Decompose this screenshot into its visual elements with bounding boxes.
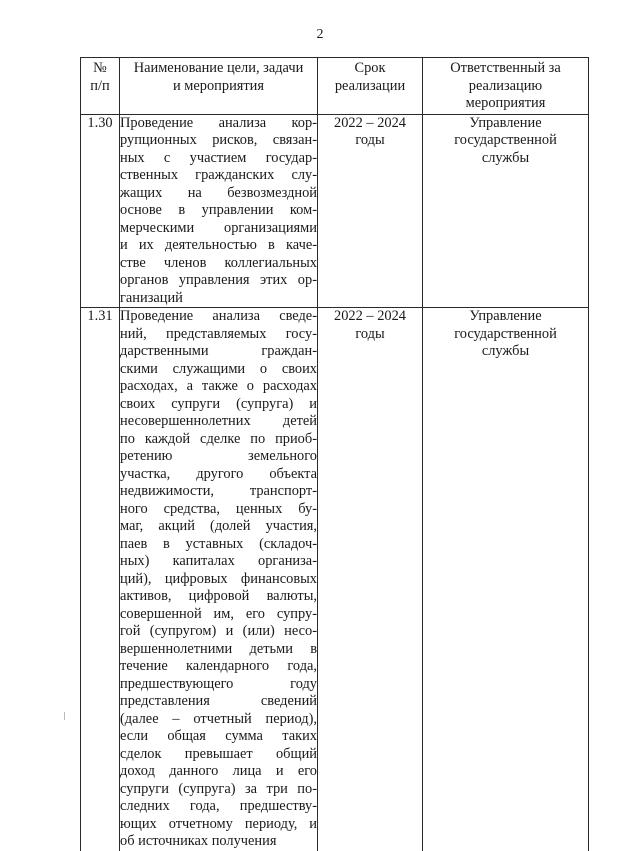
header-term bbox=[318, 58, 423, 115]
text-line: следних года, предшеству- bbox=[120, 798, 317, 814]
plan-table bbox=[80, 57, 589, 851]
text-line: недвижимости, транспорт- bbox=[120, 483, 317, 499]
text-line: несовершеннолетних детей bbox=[120, 413, 317, 429]
text-line: Проведение анализа кор- bbox=[120, 114, 317, 131]
row-name bbox=[120, 114, 318, 308]
text-line: жащих на безвозмездной bbox=[120, 184, 317, 201]
text-line: службы bbox=[481, 149, 530, 166]
table-row bbox=[81, 114, 589, 308]
text-line: паев в уставных (складоч- bbox=[120, 535, 317, 552]
text-line: активов, цифровой валюты, bbox=[120, 588, 317, 604]
text-line: участка, другого объекта bbox=[120, 465, 317, 482]
text-line: службы bbox=[481, 343, 530, 359]
text-line: маг, акций (долей участия, bbox=[120, 518, 317, 534]
text-line: ретению земельного bbox=[120, 448, 317, 464]
text-line: и мероприятия bbox=[172, 77, 264, 94]
text-line: сделок превышает общий bbox=[120, 745, 317, 762]
text-line: течение календарного года, bbox=[120, 658, 317, 674]
text-line: государственной bbox=[454, 325, 557, 342]
text-line: мероприятия bbox=[465, 95, 546, 111]
text-line: 2022 – 2024 bbox=[334, 114, 406, 131]
header-name bbox=[120, 58, 318, 115]
text-line: Проведение анализа сведе- bbox=[120, 308, 317, 324]
text-line: гой (супругом) и (или) несо- bbox=[120, 623, 317, 639]
text-line: доход данного лица и его bbox=[120, 763, 317, 779]
text-line: основе в управлении ком- bbox=[120, 202, 317, 218]
text-line: 2022 – 2024 bbox=[334, 308, 406, 324]
text-line: органов управления этих ор- bbox=[120, 272, 317, 288]
row-name bbox=[120, 308, 318, 851]
text-line: Срок bbox=[354, 60, 386, 76]
text-line: и их деятельностью в каче- bbox=[120, 237, 317, 253]
text-line: ций), цифровых финансовых bbox=[120, 570, 317, 587]
text-line: супруги (супруга) за три по- bbox=[120, 780, 317, 797]
row-term bbox=[318, 114, 423, 308]
text-line: Наименование цели, задачи bbox=[133, 60, 304, 76]
row-responsible bbox=[423, 308, 589, 851]
text-line: по каждой сделке по приоб- bbox=[120, 430, 317, 447]
text-line: Ответственный за bbox=[450, 60, 561, 76]
scan-mark bbox=[64, 712, 65, 720]
text-line: дарственными граждан- bbox=[120, 343, 317, 359]
text-line: совершенной им, его супру- bbox=[120, 605, 317, 622]
text-line: ного средства, ценных бу- bbox=[120, 500, 317, 517]
table-header-row bbox=[81, 58, 589, 115]
text-line: ющих отчетному периоду, и bbox=[120, 815, 317, 832]
text-line: реализации bbox=[334, 77, 406, 94]
table-row bbox=[81, 308, 589, 851]
text-line: (далее – отчетный период), bbox=[120, 710, 317, 727]
text-line: годы bbox=[355, 132, 385, 148]
row-responsible bbox=[423, 114, 589, 308]
text-line: стве членов коллегиальных bbox=[120, 254, 317, 271]
text-line: ных с участием государ- bbox=[120, 149, 317, 166]
text-line: расходах, а также о расходах bbox=[120, 378, 317, 394]
row-number: 1.31 bbox=[81, 308, 120, 851]
text-line: представления сведений bbox=[120, 693, 317, 709]
text-line: ных) капиталах организа- bbox=[120, 553, 317, 569]
header-number bbox=[81, 58, 120, 115]
text-line: Управление bbox=[469, 308, 542, 324]
header-responsible bbox=[423, 58, 589, 115]
text-line: об источниках получения bbox=[120, 833, 277, 849]
text-line: реализацию bbox=[468, 77, 543, 94]
text-line: п/п bbox=[90, 77, 110, 94]
text-line: вершеннолетними детьми в bbox=[120, 640, 317, 657]
text-line: рупционных рисков, связан- bbox=[120, 132, 317, 148]
text-line: ственных гражданских слу- bbox=[120, 167, 317, 183]
text-line: ний, представляемых госу- bbox=[120, 325, 317, 342]
text-line: скими служащими о своих bbox=[120, 360, 317, 377]
text-line: если общая сумма таких bbox=[120, 728, 317, 744]
text-line: предшествующего году bbox=[120, 675, 317, 692]
text-line: ганизаций bbox=[120, 289, 183, 306]
text-line: мерческими организациями bbox=[120, 219, 317, 236]
page-number: 2 bbox=[316, 27, 324, 42]
text-line: Управление bbox=[469, 114, 542, 131]
row-term bbox=[318, 308, 423, 851]
text-line: годы bbox=[355, 325, 385, 342]
row-number: 1.30 bbox=[81, 114, 120, 308]
text-line: своих супруги (супруга) и bbox=[120, 395, 317, 412]
text-line: государственной bbox=[454, 132, 557, 148]
text-line: № bbox=[93, 60, 107, 76]
